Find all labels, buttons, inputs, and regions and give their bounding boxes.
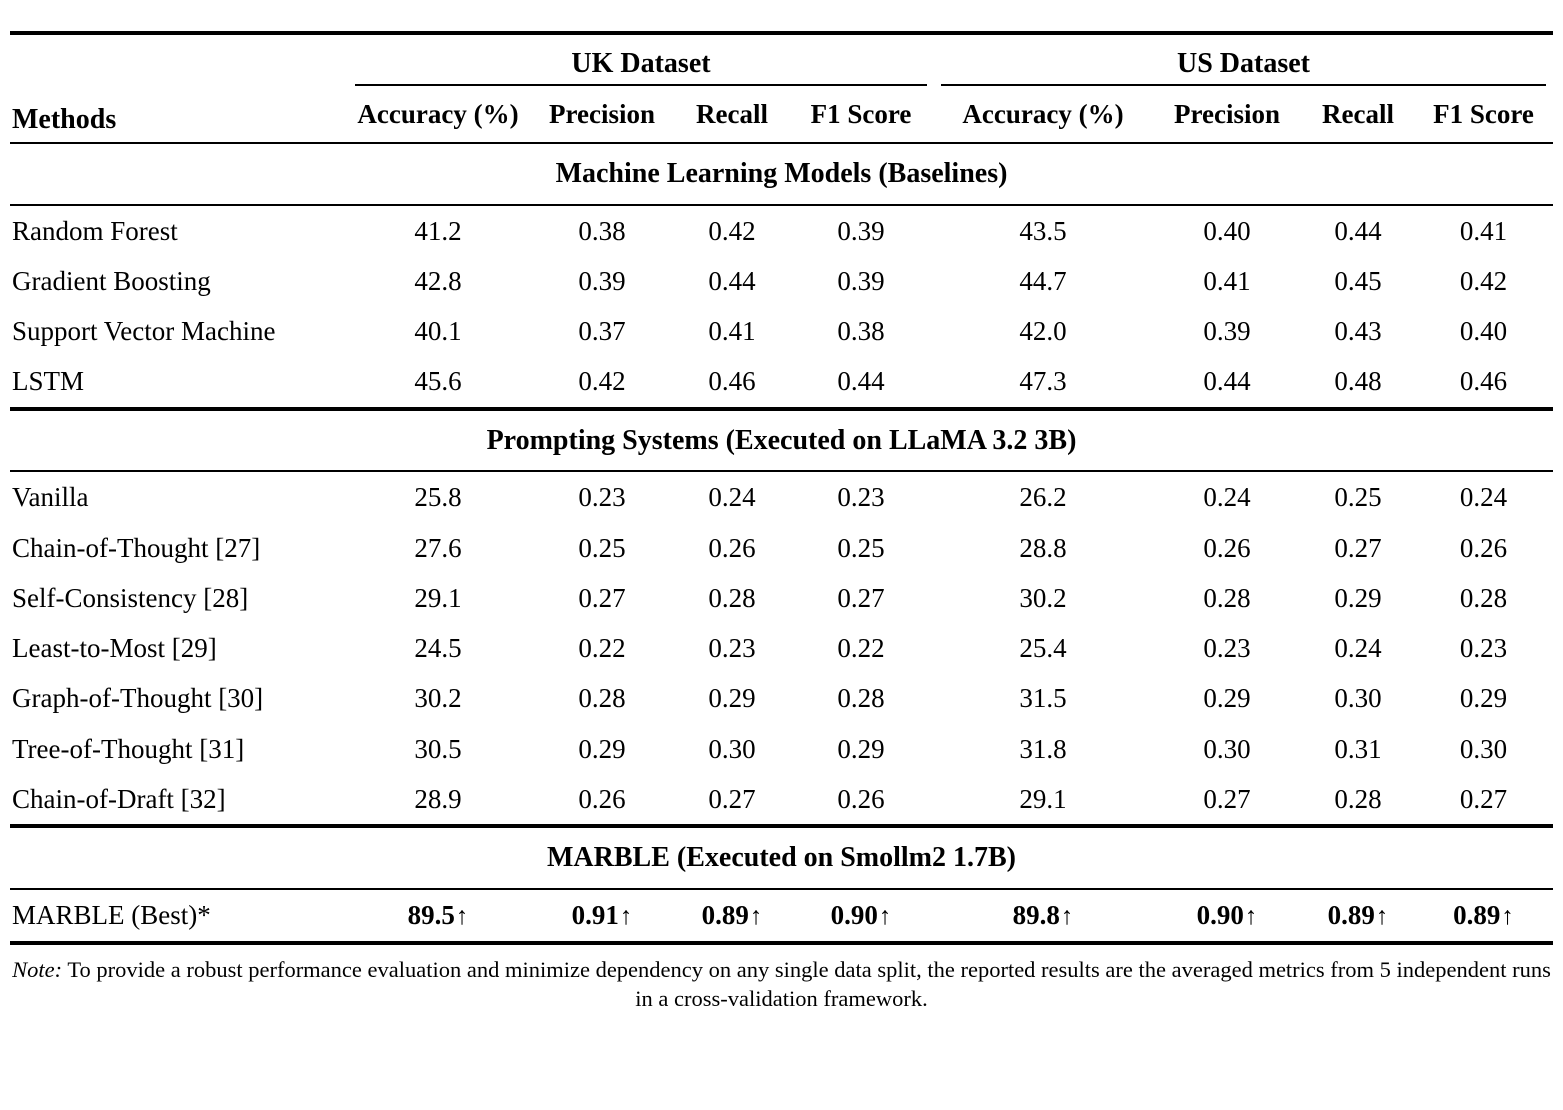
metric-value-cell: 43.5 (1019, 215, 1067, 246)
metric-value-cell: 0.26 (1459, 532, 1508, 563)
metric-value-cell: 30.2 (1019, 582, 1067, 613)
metric-value-cell: 0.41 (1203, 265, 1251, 296)
metric-value-cell: 30.2 (414, 683, 462, 714)
metric-value-cell: 0.42 (1459, 265, 1508, 296)
method-name-cell: LSTM (12, 366, 85, 397)
metric-value-cell: 0.29 (708, 683, 756, 714)
metric-value-cell: 0.28 (708, 582, 756, 613)
metric-value-cell: 0.29 (1203, 683, 1251, 714)
metric-value-cell: 0.27 (578, 582, 626, 613)
metric-value-cell: 0.23 (708, 633, 756, 664)
metric-value-cell: 25.4 (1019, 633, 1067, 664)
metric-value-cell: 42.8 (414, 265, 462, 296)
metric-value-cell: 0.90↑ (830, 899, 892, 930)
metric-value-cell: 0.91↑ (571, 899, 633, 930)
group-header-us: US Dataset (1177, 48, 1310, 79)
metric-value-cell: 0.26 (837, 783, 885, 814)
metric-value-cell: 25.8 (414, 482, 462, 513)
section-title: Machine Learning Models (Baselines) (555, 157, 1008, 189)
metric-value-cell: 0.28 (1203, 582, 1251, 613)
methods-column-header: Methods (12, 104, 117, 136)
metric-value-cell: 24.5 (414, 633, 462, 664)
metric-value-cell: 0.89↑ (1453, 899, 1514, 930)
metric-value-cell: 0.25 (578, 532, 626, 563)
method-name-cell: Gradient Boosting (12, 265, 211, 296)
metric-value-cell: 0.25 (1334, 482, 1382, 513)
table-row (10, 724, 1553, 774)
table-figure (0, 31, 1563, 1110)
metric-value-cell: 28.9 (414, 783, 462, 814)
metric-value-cell: 0.44 (708, 265, 756, 296)
metric-value-cell: 0.22 (837, 633, 885, 664)
metric-value-cell: 28.8 (1019, 532, 1067, 563)
metric-value-cell: 0.27 (708, 783, 756, 814)
metric-value-cell: 0.29 (1334, 582, 1382, 613)
metric-value-cell: 0.42 (578, 366, 626, 397)
method-name-cell: Graph-of-Thought [30] (12, 683, 264, 714)
table-row (10, 673, 1553, 723)
method-name-cell: Tree-of-Thought [31] (12, 733, 245, 764)
table-row (10, 306, 1553, 356)
section-title-row (10, 144, 1553, 205)
metric-value-cell: 0.38 (578, 215, 626, 246)
method-name-cell: Least-to-Most [29] (12, 633, 217, 664)
metric-value-cell: 47.3 (1019, 366, 1067, 397)
metric-value-cell: 0.25 (837, 532, 885, 563)
metric-value-cell: 0.89↑ (701, 899, 763, 930)
metric-value-cell: 42.0 (1019, 316, 1067, 347)
col-header-us-f1: F1 Score (1433, 98, 1534, 129)
table-note (10, 945, 1553, 1014)
metric-value-cell: 0.24 (1459, 482, 1508, 513)
col-header-uk-accuracy: Accuracy (%) (357, 98, 519, 129)
up-arrow-icon: ↑ (455, 902, 469, 930)
col-header-us-recall: Recall (1322, 98, 1394, 129)
metric-value-cell: 0.39 (837, 265, 885, 296)
metric-value-cell: 0.27 (1334, 532, 1382, 563)
metric-value-cell: 0.23 (837, 482, 885, 513)
table-row (10, 206, 1553, 256)
col-header-uk-f1: F1 Score (810, 98, 912, 129)
metric-value-cell: 89.5↑ (407, 899, 469, 930)
note-label: Note: (12, 956, 63, 982)
section-title-row (10, 828, 1553, 889)
table-row (10, 774, 1553, 826)
metric-value-cell: 0.28 (578, 683, 626, 714)
col-header-us-accuracy: Accuracy (%) (962, 98, 1124, 129)
metric-value-cell: 0.39 (1203, 316, 1251, 347)
metric-value-cell: 0.26 (1203, 532, 1251, 563)
metric-value-cell: 0.40 (1203, 215, 1251, 246)
up-arrow-icon: ↑ (619, 902, 633, 930)
method-name-cell: Random Forest (12, 215, 178, 246)
metric-value-cell: 0.24 (708, 482, 756, 513)
metric-value-cell: 0.28 (1334, 783, 1382, 814)
up-arrow-icon: ↑ (749, 902, 763, 930)
metric-value-cell: 44.7 (1019, 265, 1067, 296)
method-name-cell: MARBLE (Best)* (12, 900, 211, 931)
up-arrow-icon: ↑ (1060, 902, 1074, 930)
up-arrow-icon: ↑ (1501, 902, 1514, 930)
section-title: MARBLE (Executed on Smollm2 1.7B) (547, 841, 1016, 873)
metric-value-cell: 29.1 (1019, 783, 1067, 814)
metric-value-cell: 0.40 (1459, 316, 1508, 347)
metric-value-cell: 0.31 (1334, 733, 1382, 764)
method-name-cell: Self-Consistency [28] (12, 582, 249, 613)
table-row (10, 890, 1553, 943)
metric-value-cell: 0.41 (1459, 215, 1508, 246)
up-arrow-icon: ↑ (1375, 902, 1389, 930)
section-title: Prompting Systems (Executed on LLaMA 3.2 3B) (486, 424, 1077, 456)
metric-value-cell: 0.43 (1334, 316, 1382, 347)
metric-value-cell: 0.37 (578, 316, 626, 347)
metric-value-cell: 0.26 (578, 783, 626, 814)
metric-value-cell: 31.5 (1019, 683, 1067, 714)
metric-value-cell: 0.44 (837, 366, 885, 397)
metric-value-cell: 0.46 (708, 366, 756, 397)
up-arrow-icon: ↑ (1244, 902, 1258, 930)
method-name-cell: Chain-of-Draft [32] (12, 783, 226, 814)
table-row (10, 256, 1553, 306)
table-row (10, 523, 1553, 573)
metric-value-cell: 0.89↑ (1327, 899, 1389, 930)
metric-value-cell: 0.29 (578, 733, 626, 764)
table-row (10, 356, 1553, 408)
metric-value-cell: 0.27 (837, 582, 885, 613)
up-arrow-icon: ↑ (878, 902, 892, 930)
metric-value-cell: 0.24 (1334, 633, 1382, 664)
metric-value-cell: 0.44 (1334, 215, 1382, 246)
metric-value-cell: 0.28 (837, 683, 885, 714)
metric-value-cell: 40.1 (414, 316, 462, 347)
metric-value-cell: 0.24 (1203, 482, 1251, 513)
metric-value-cell: 27.6 (414, 532, 462, 563)
table-row (10, 573, 1553, 623)
section-title-row (10, 411, 1553, 472)
method-name-cell: Chain-of-Thought [27] (12, 532, 261, 563)
col-header-uk-precision: Precision (549, 98, 655, 129)
metric-value-cell: 30.5 (414, 733, 462, 764)
group-header-uk: UK Dataset (571, 48, 711, 79)
metric-value-cell: 0.44 (1203, 366, 1251, 397)
table-row (10, 623, 1553, 673)
metric-value-cell: 0.39 (837, 215, 885, 246)
metric-value-cell: 0.45 (1334, 265, 1382, 296)
metric-value-cell: 0.23 (1203, 633, 1251, 664)
metric-value-cell: 0.46 (1459, 366, 1508, 397)
metric-value-cell: 0.39 (578, 265, 626, 296)
group-header-row (10, 35, 1553, 84)
metric-value-cell: 89.8↑ (1012, 899, 1074, 930)
metric-value-cell: 41.2 (414, 215, 462, 246)
metric-value-cell: 0.48 (1334, 366, 1382, 397)
metric-value-cell: 0.30 (708, 733, 756, 764)
metric-value-cell: 0.22 (578, 633, 626, 664)
metric-value-cell: 0.90↑ (1196, 899, 1258, 930)
metric-value-cell: 0.30 (1334, 683, 1382, 714)
metric-value-cell: 0.28 (1459, 582, 1508, 613)
metric-value-cell: 0.42 (708, 215, 756, 246)
table-row (10, 472, 1553, 522)
method-name-cell: Support Vector Machine (12, 316, 276, 347)
metric-value-cell: 0.38 (837, 316, 885, 347)
results-table (10, 31, 1553, 945)
note-text: To provide a robust performance evaluation and minimize dependency on any single data split, the reported results are the averaged metrics from 5 independent runs in a cross-validation framework. (62, 956, 1551, 1012)
col-header-uk-recall: Recall (696, 98, 768, 129)
metric-value-cell: 0.29 (837, 733, 885, 764)
metric-value-cell: 0.23 (578, 482, 626, 513)
metric-value-cell: 0.30 (1459, 733, 1508, 764)
metric-value-cell: 45.6 (414, 366, 462, 397)
col-header-us-precision: Precision (1174, 98, 1280, 129)
metric-value-cell: 0.27 (1459, 783, 1508, 814)
metric-value-cell: 0.27 (1203, 783, 1251, 814)
metric-value-cell: 31.8 (1019, 733, 1067, 764)
metric-value-cell: 0.29 (1459, 683, 1508, 714)
metric-value-cell: 29.1 (414, 582, 462, 613)
metric-value-cell: 26.2 (1019, 482, 1067, 513)
metric-value-cell: 0.30 (1203, 733, 1251, 764)
method-name-cell: Vanilla (12, 482, 89, 513)
metric-value-cell: 0.26 (708, 532, 756, 563)
metric-value-cell: 0.23 (1459, 633, 1508, 664)
metric-value-cell: 0.41 (708, 316, 756, 347)
